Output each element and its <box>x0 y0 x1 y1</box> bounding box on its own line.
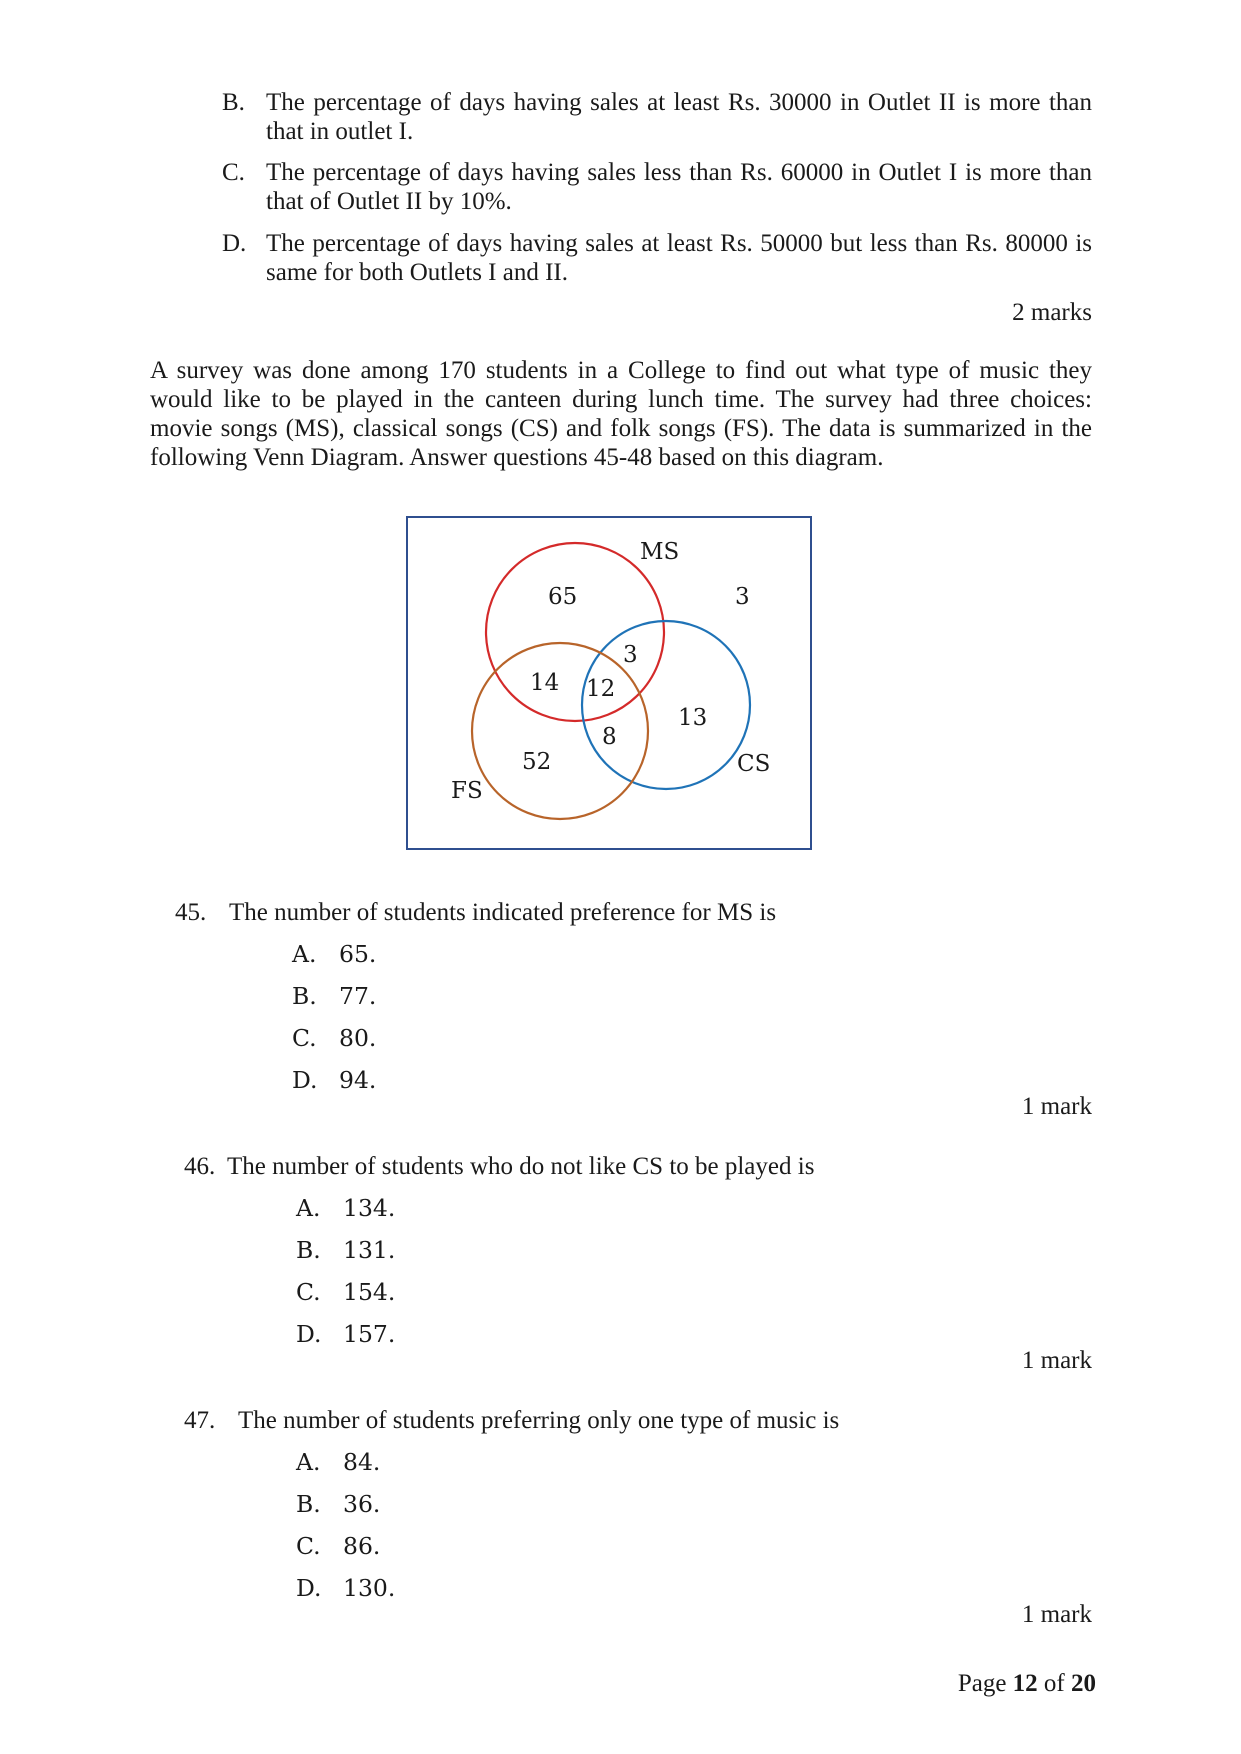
option-letter: C. <box>292 1024 317 1052</box>
question-number: 45. <box>175 899 207 926</box>
page-total: 20 <box>1071 1670 1096 1697</box>
option-letter: A. <box>292 940 317 968</box>
question-number: 46. <box>184 1153 216 1180</box>
option-letter: A. <box>296 1194 321 1222</box>
region-ms-fs: 14 <box>530 670 560 696</box>
intro-paragraph: A survey was done among 170 students in a College to find out what type of music they would like to be played in the canteen during lunch time. The survey had three choices: movie songs (MS), classical songs (CS) and folk songs (FS). The data is summarized in the following Venn Diagram. Answer questions 45-48 based on this diagram. <box>150 357 1092 471</box>
marks-label: 1 mark <box>1021 1347 1092 1374</box>
question-text: The number of students who do not like CS to be played is <box>227 1153 815 1180</box>
option-text[interactable]: 130. <box>343 1574 396 1602</box>
option-letter: A. <box>296 1448 321 1476</box>
page-word: Page <box>957 1670 1007 1697</box>
option-text[interactable]: 154. <box>343 1278 396 1306</box>
region-fs-only: 52 <box>522 749 552 775</box>
ms-circle <box>486 543 664 721</box>
option-text[interactable]: 36. <box>343 1490 381 1518</box>
option-text: The percentage of days having sales less than Rs. 60000 in Outlet I is more than that of Outlet II by 10%. <box>266 159 1092 215</box>
marks-label: 1 mark <box>1021 1601 1092 1628</box>
option-letter: C. <box>296 1278 321 1306</box>
region-ms-only: 65 <box>548 584 578 610</box>
option-letter: B. <box>222 89 245 116</box>
option-letter: D. <box>296 1320 322 1348</box>
option-text[interactable]: 80. <box>339 1024 377 1052</box>
option-text[interactable]: 77. <box>339 982 377 1010</box>
option-letter: D. <box>222 230 247 257</box>
cs-circle <box>582 621 750 789</box>
page-number: 12 <box>1012 1670 1038 1697</box>
region-all-three: 12 <box>586 676 616 702</box>
option-letter: B. <box>296 1236 321 1264</box>
option-letter: D. <box>296 1574 322 1602</box>
region-ms-cs: 3 <box>623 642 638 668</box>
option-text[interactable]: 94. <box>339 1066 377 1094</box>
option-letter: C. <box>296 1532 321 1560</box>
option-letter: B. <box>296 1490 321 1518</box>
marks-label: 2 marks <box>1012 299 1092 326</box>
ms-label: MS <box>640 539 680 565</box>
option-text[interactable]: 84. <box>343 1448 381 1476</box>
option-letter: C. <box>222 159 245 186</box>
option-letter: B. <box>292 982 317 1010</box>
cs-label: CS <box>737 751 771 777</box>
option-letter: D. <box>292 1066 318 1094</box>
question-text: The number of students indicated preference for MS is <box>229 899 777 926</box>
question-number: 47. <box>184 1407 216 1434</box>
region-cs-only: 13 <box>678 705 708 731</box>
fs-circle <box>472 643 648 819</box>
option-text: The percentage of days having sales at least Rs. 50000 but less than Rs. 80000 is same for both Outlets I and II. <box>266 230 1092 286</box>
option-text[interactable]: 86. <box>343 1532 381 1560</box>
fs-label: FS <box>451 778 483 804</box>
option-text: The percentage of days having sales at least Rs. 30000 in Outlet II is more than that in outlet I. <box>266 89 1092 145</box>
option-text[interactable]: 65. <box>339 940 377 968</box>
option-text[interactable]: 134. <box>343 1194 396 1222</box>
option-text[interactable]: 157. <box>343 1320 396 1348</box>
marks-label: 1 mark <box>1021 1093 1092 1120</box>
of-word: of <box>1043 1670 1065 1697</box>
region-outside: 3 <box>735 584 750 610</box>
region-cs-fs: 8 <box>602 724 617 750</box>
question-text: The number of students preferring only one type of music is <box>238 1407 840 1434</box>
page-footer <box>880 1670 1096 1698</box>
option-text[interactable]: 131. <box>343 1236 396 1264</box>
